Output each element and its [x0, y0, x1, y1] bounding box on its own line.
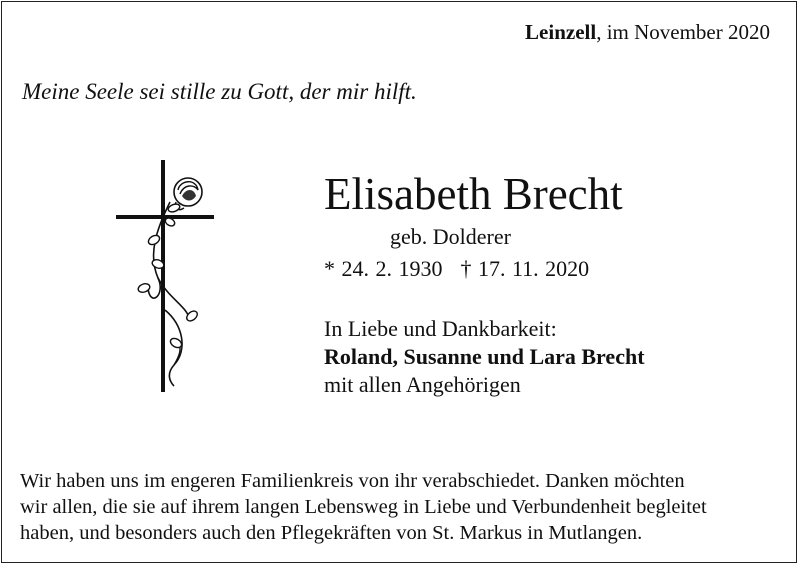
mourners-others: mit allen Angehörigen: [324, 372, 521, 397]
place-date-line: [525, 20, 770, 45]
date-text: , im November 2020: [596, 20, 770, 44]
life-dates: [324, 256, 589, 282]
motto-verse: Meine Seele sei stille zu Gott, der mir hilft.: [22, 79, 417, 104]
birth-date: * 24. 2. 1930: [324, 256, 443, 281]
closing-line: haben, und besonders auch den Pflegekräften von St. Markus in Mutlangen.: [20, 522, 643, 544]
place-name: Leinzell: [525, 20, 597, 44]
closing-text: [20, 468, 790, 546]
birth-name: geb. Dolderer: [390, 224, 511, 249]
closing-line: Wir haben uns im engeren Familienkreis von ihr verabschiedet. Danken möchten: [20, 470, 685, 492]
mourners-block: [324, 315, 645, 399]
closing-line: wir allen, die sie auf ihrem langen Lebensweg in Liebe und Verbundenheit begleitet: [20, 496, 707, 518]
obituary-frame: [1, 1, 797, 563]
death-date: † 17. 11. 2020: [460, 256, 590, 281]
deceased-name: Elisabeth Brecht: [324, 169, 623, 219]
mourners-family: Roland, Susanne und Lara Brecht: [324, 344, 645, 369]
mourners-intro: In Liebe und Dankbarkeit:: [324, 316, 557, 341]
cross-with-rose-icon: [108, 160, 223, 400]
